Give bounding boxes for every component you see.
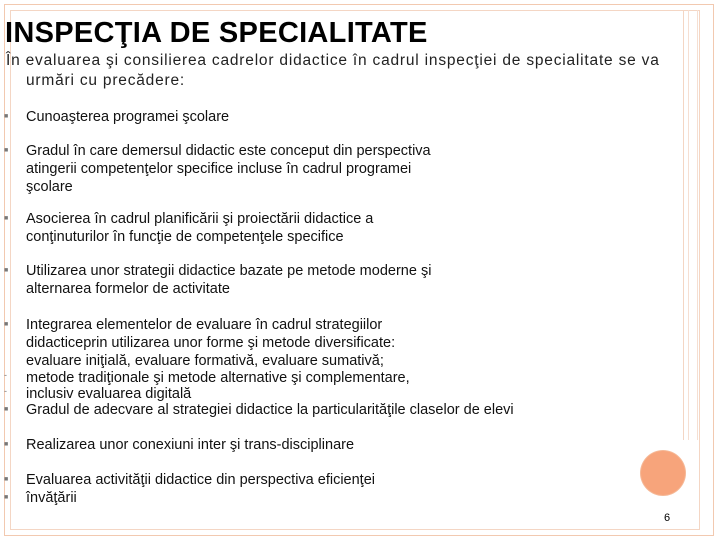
list-item [26,489,666,507]
bullet-icon: ■ [4,441,9,448]
list-item [26,401,666,419]
bullet-icon: ■ [4,406,9,413]
list-item-line: atingerii competenţelor specifice incluse în cadrul programei [26,161,412,177]
list-item [26,262,666,298]
page-number: 6 [664,512,671,524]
dash-bullet-icon: - [4,370,7,380]
list-item-line: învăţării [26,490,77,506]
list-item-line: Evaluarea activităţii didactice din perspectiva eficienţei [26,472,375,488]
sub-list-item: inclusiv evaluarea digitală [26,386,192,402]
list-item [26,436,666,454]
list-item-line: conţinuturilor în funcţie de competenţele specifice [26,229,344,245]
decorative-orange-circle [641,451,685,495]
list-item-line: Integrarea elementelor de evaluare în cadrul strategiilor [26,317,383,333]
bullet-icon: ■ [4,267,9,274]
intro-line-1: În evaluarea şi consilierea cadrelor didactice în cadrul inspecţiei de specialitate se va [6,52,660,69]
list-item [26,108,666,126]
list-item [26,316,666,370]
list-item-line: alternarea formelor de activitate [26,281,230,297]
list-item-line: didacticeprin utilizarea unor forme şi metode diversificate: [26,335,396,351]
dash-bullet-icon: - [4,386,7,396]
bullet-icon: ■ [4,113,9,120]
intro-text [6,51,696,91]
bullet-icon: ■ [4,476,9,483]
bullet-icon: ■ [4,321,9,328]
list-item [26,142,666,196]
list-item-line: şcolare [26,179,73,195]
list-item-line: Realizarea unor conexiuni inter şi trans-disciplinare [26,437,355,453]
list-item [26,210,666,246]
list-item-line: Gradul de adecvare al strategiei didactice la particularităţile claselor de elevi [26,402,514,418]
bullet-icon: ■ [4,215,9,222]
bullet-icon: ■ [4,147,9,154]
list-item-line: Gradul în care demersul didactic este conceput din perspectiva [26,143,431,159]
bullet-icon: ■ [4,494,9,501]
list-item-line: Cunoaşterea programei şcolare [26,109,230,125]
slide-title: INSPECŢIA DE SPECIALITATE [5,17,428,49]
list-item-line: evaluare iniţială, evaluare formativă, evaluare sumativă; [26,353,384,369]
sub-list-item: metode tradiţionale şi metode alternative şi complementare, [26,370,410,386]
list-item-line: Asocierea în cadrul planificării şi proiectării didactice a [26,211,374,227]
intro-line-2: urmări cu precădere: [26,72,186,89]
list-item-line: Utilizarea unor strategii didactice bazate pe metode moderne şi [26,263,432,279]
list-item [26,471,666,489]
